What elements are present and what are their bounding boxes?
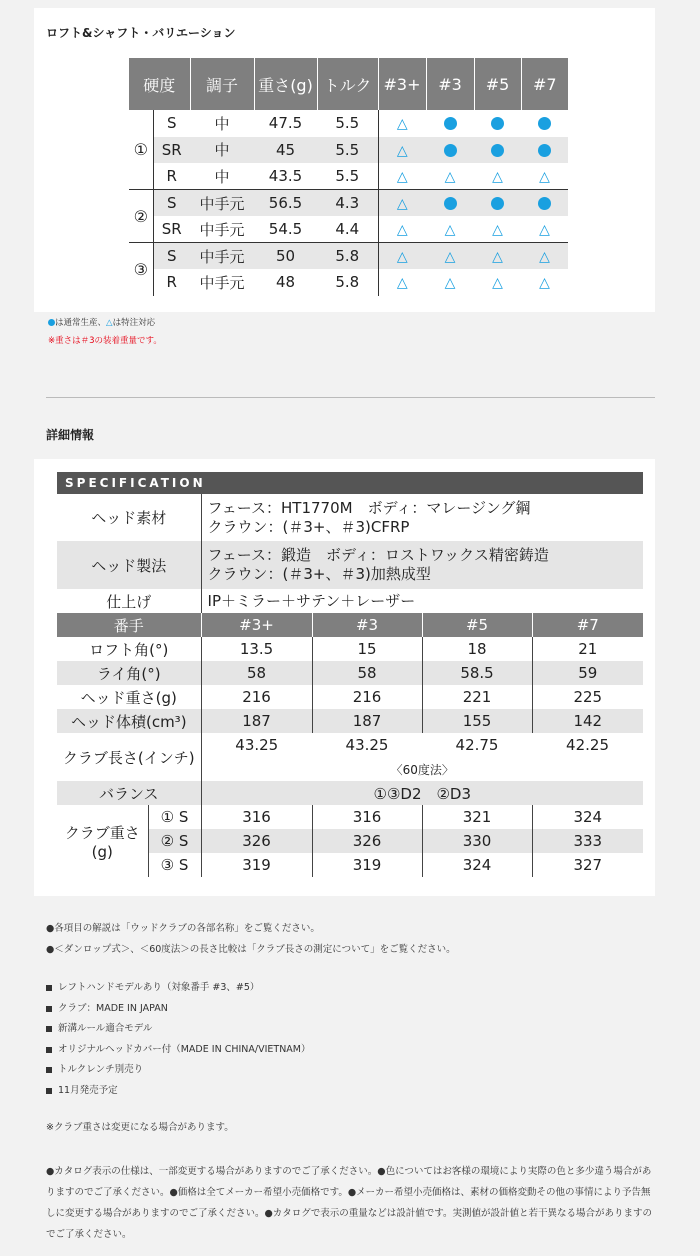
cell: 58	[201, 661, 312, 685]
triangle-icon: △	[492, 222, 503, 238]
dot-icon	[538, 144, 551, 157]
cell-flex: 中	[214, 114, 230, 133]
group-label: ①	[129, 110, 153, 190]
cell-flex: 中	[214, 167, 230, 186]
label-head-material: ヘッド素材	[91, 509, 167, 527]
cell-torque: 5.5	[335, 167, 360, 185]
table-row	[57, 685, 643, 709]
cell: 225	[532, 685, 643, 709]
square-bullet-icon	[46, 985, 52, 991]
triangle-icon: △	[492, 275, 503, 292]
cell-hardness: SR	[153, 137, 190, 164]
cell: 326	[312, 829, 422, 853]
dot-icon	[444, 144, 457, 157]
cell: 18	[422, 637, 532, 661]
table-row	[129, 216, 568, 243]
dot-icon	[538, 117, 551, 130]
section-title-details: 詳細情報	[46, 428, 95, 442]
variation-table	[129, 58, 568, 296]
triangle-icon: △	[492, 169, 503, 185]
cell: 324	[422, 853, 532, 877]
cell-torque: 5.5	[335, 114, 360, 133]
cell: 330	[422, 829, 532, 853]
label-loft: ロフト角(°)	[89, 640, 169, 659]
table-row	[57, 733, 643, 757]
cell-flex: 中手元	[190, 190, 254, 217]
cell: 316	[312, 805, 422, 829]
triangle-icon: △	[492, 249, 503, 265]
note-bullet: ●＜ダンロップ式＞、＜60度法＞の長さ比較は「クラブ長さの測定について」をご覧ください。	[46, 944, 456, 955]
list-item: 新溝ルール適合モデル	[46, 1020, 152, 1034]
header-flex: 調子	[190, 58, 254, 110]
cell: ③ S	[148, 853, 201, 877]
triangle-icon: △	[396, 116, 408, 133]
cell: 15	[312, 637, 422, 661]
section-title-variation: ロフト&シャフト・バリエーション	[46, 26, 236, 40]
cell: #3+	[201, 613, 312, 637]
cell-weight: 50	[254, 243, 317, 270]
table-row	[57, 661, 643, 685]
triangle-icon: △	[539, 275, 550, 292]
cell-torque: 4.4	[335, 220, 360, 238]
dot-icon	[444, 197, 457, 210]
cell-flex: 中手元	[199, 220, 245, 239]
list-item: 11月発売予定	[46, 1082, 118, 1096]
cell: 13.5	[201, 637, 312, 661]
cell-weight: 47.5	[268, 114, 303, 133]
dot-icon	[491, 197, 504, 210]
cell: 42.25	[566, 736, 609, 754]
variation-header-row	[129, 58, 568, 110]
header-5: #5	[474, 58, 521, 110]
cell-hardness: S	[166, 114, 177, 133]
label-club-weight: クラブ重さ (g)	[64, 823, 140, 861]
header-3plus: #3+	[378, 58, 426, 110]
label-head-method: ヘッド製法	[57, 541, 201, 589]
spec-table	[57, 494, 643, 877]
cell: 58	[312, 661, 422, 685]
header-hardness: 硬度	[129, 58, 190, 110]
group-label: ③	[129, 243, 153, 296]
cell: 321	[422, 805, 532, 829]
table-row	[57, 805, 643, 829]
table-row	[57, 637, 643, 661]
header-weight: 重さ(g)	[254, 58, 317, 110]
table-row	[57, 613, 643, 637]
square-bullet-icon	[46, 1006, 52, 1012]
label-length: クラブ長さ(インチ)	[62, 748, 195, 767]
list-item: トルクレンチ別売り	[46, 1061, 143, 1075]
list-item: オリジナルヘッドカバー付（MADE IN CHINA/VIETNAM）	[46, 1041, 311, 1055]
list-item: クラブ：MADE IN JAPAN	[46, 1000, 168, 1014]
triangle-icon: △	[396, 222, 408, 238]
triangle-icon: △	[396, 169, 408, 185]
cell: 324	[532, 805, 643, 829]
cell-hardness: S	[153, 190, 190, 217]
cell-weight: 54.5	[268, 220, 303, 238]
cell-hardness: SR	[161, 220, 182, 238]
cell: ① S	[148, 805, 201, 829]
cell-hardness: R	[166, 167, 177, 185]
cell: 221	[422, 685, 532, 709]
triangle-icon: △	[396, 249, 408, 265]
triangle-icon: △	[539, 249, 550, 265]
cell: 216	[201, 685, 312, 709]
label-head-weight: ヘッド重さ(g)	[80, 688, 177, 707]
cell: 333	[532, 829, 643, 853]
dot-icon	[491, 117, 504, 130]
cell: 43.25	[345, 736, 389, 754]
square-bullet-icon	[46, 1047, 52, 1053]
cell: 326	[201, 829, 312, 853]
list-item: レフトハンドモデルあり（対象番手 #3、#5）	[46, 979, 259, 993]
cell-torque: 5.8	[317, 243, 378, 270]
cell: 59	[532, 661, 643, 685]
value-finish: IP＋ミラー＋サテン＋レーザー	[201, 589, 643, 613]
cell-weight: 43.5	[268, 167, 303, 185]
divider	[46, 397, 655, 398]
note-bullet: ●各項目の解説は「ウッドクラブの各部名称」をご覧ください。	[46, 923, 320, 934]
label-volume: ヘッド体積(cm³)	[57, 709, 201, 733]
triangle-icon: △	[539, 169, 550, 185]
value-balance: ①③D2 ②D3	[201, 781, 643, 805]
cell-hardness: S	[153, 243, 190, 270]
triangle-icon: △	[539, 222, 550, 238]
cell: 327	[532, 853, 643, 877]
dot-icon	[491, 144, 504, 157]
triangle-icon: △	[444, 249, 456, 265]
cell-flex: 中手元	[199, 273, 245, 292]
weight-note-red: ※重さは＃3の装着重量です。	[48, 336, 162, 346]
table-row	[129, 269, 568, 296]
cell: #7	[532, 613, 643, 637]
spec-header: SPECIFICATION	[57, 472, 643, 494]
cell-weight: 56.5	[254, 190, 317, 217]
square-bullet-icon	[46, 1026, 52, 1032]
cell-flex: 中	[190, 137, 254, 164]
cell: 216	[312, 685, 422, 709]
value-head-material: フェース：HT1770M ボディ：マレージング鋼 クラウン：(＃3+、＃3)CFRP	[201, 494, 643, 541]
square-bullet-icon	[46, 1067, 52, 1073]
legend: は通常生産、△は特注対応	[48, 316, 155, 328]
triangle-icon: △	[396, 275, 408, 292]
table-row	[129, 243, 568, 270]
triangle-icon: △	[396, 196, 408, 212]
table-row	[129, 110, 568, 137]
triangle-icon: △	[444, 222, 456, 238]
header-3: #3	[426, 58, 474, 110]
triangle-icon: △	[444, 275, 456, 292]
label-finish: 仕上げ	[106, 592, 152, 611]
club-weight-note: ※クラブ重さは変更になる場合があります。	[46, 1122, 234, 1133]
cell: #5	[422, 613, 532, 637]
dot-icon	[538, 197, 551, 210]
cell: 42.75	[455, 736, 499, 754]
cell: 187	[312, 709, 422, 733]
label-lie: ライ角(°)	[57, 661, 201, 685]
catalog-disclaimer: ●カタログ表示の仕様は、一部変更する場合がありますのでご了承ください。●色についてはお客様の環境により実際の色と多少違う場合がありますのでご了承ください。●価格は全てメーカー希望小売価格です。●メーカー希望小売価格は、素材の価格変動その他の事情により予告無しに変更する場合がありますのでご了承ください。●カタログで表示の重量などは設計値です。実測値が設計値と若干異なる場合がありますのでご了承ください。	[46, 1166, 653, 1240]
header-torque: トルク	[317, 58, 378, 110]
square-bullet-icon	[46, 1088, 52, 1094]
triangle-icon: △	[444, 169, 456, 185]
cell-torque: 5.5	[317, 137, 378, 164]
cell: 142	[532, 709, 643, 733]
table-row	[129, 190, 568, 217]
cell: #3	[312, 613, 422, 637]
value-head-method: フェース：鍛造 ボディ：ロストワックス精密鋳造 クラウン：(＃3+、＃3)加熱成型	[201, 541, 643, 589]
label-balance: バランス	[57, 781, 201, 805]
triangle-icon: △	[396, 142, 408, 159]
group-label: ②	[129, 190, 153, 243]
cell: 58.5	[422, 661, 532, 685]
label-number: 番手	[57, 613, 201, 637]
table-row	[129, 137, 568, 164]
cell: 155	[422, 709, 532, 733]
cell: 319	[201, 853, 312, 877]
dot-icon	[48, 319, 55, 326]
cell: 21	[532, 637, 643, 661]
cell-torque: 4.3	[317, 190, 378, 217]
dot-icon	[444, 117, 457, 130]
cell-weight: 45	[254, 137, 317, 164]
table-row	[57, 494, 643, 541]
triangle-icon: △	[106, 318, 113, 328]
table-row	[129, 163, 568, 190]
cell-hardness: R	[166, 273, 177, 292]
cell-torque: 5.8	[335, 273, 360, 292]
cell: 316	[201, 805, 312, 829]
table-row	[57, 589, 643, 613]
cell: 187	[201, 709, 312, 733]
cell: 319	[312, 853, 422, 877]
cell-weight: 48	[275, 273, 296, 292]
length-method-note: 〈60度法〉	[201, 757, 643, 781]
table-row	[57, 541, 643, 589]
cell: 43.25	[201, 733, 312, 757]
cell: ② S	[148, 829, 201, 853]
table-row	[57, 709, 643, 733]
table-row	[57, 781, 643, 805]
header-7: #7	[521, 58, 568, 110]
cell-flex: 中手元	[190, 243, 254, 270]
